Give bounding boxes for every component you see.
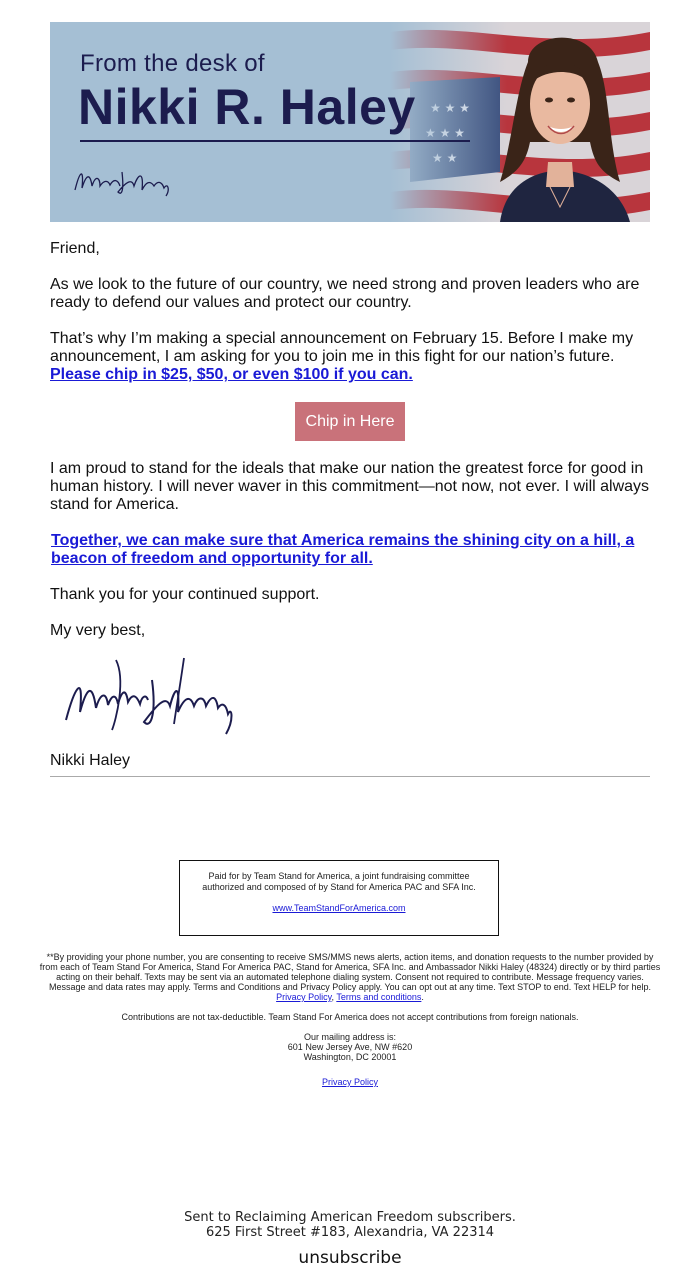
- banner-underline: [80, 140, 470, 142]
- mailing-label: Our mailing address is:: [303, 1032, 397, 1042]
- sent-line-1: Sent to Reclaiming American Freedom subscribers.: [184, 1210, 516, 1225]
- disclaimer-end: .: [421, 992, 424, 1002]
- terms-and-conditions-link[interactable]: Terms and conditions: [336, 992, 422, 1002]
- paragraph-1: As we look to the future of our country, we need strong and proven leaders who are ready to defend our values and protect our country.: [50, 276, 640, 311]
- handwritten-signature: [56, 650, 246, 740]
- closing: My very best,: [50, 622, 146, 639]
- chip-in-amounts-link[interactable]: Please chip in $25, $50, or even $100 if you can.: [50, 366, 413, 383]
- sent-to-notice: [50, 1210, 650, 1240]
- disclaimer-separator: ,: [331, 992, 334, 1002]
- team-stand-for-america-link[interactable]: www.TeamStandForAmerica.com: [272, 903, 406, 913]
- unsubscribe-link[interactable]: unsubscribe: [298, 1248, 402, 1268]
- paid-for-box: [179, 860, 499, 936]
- mailing-line-1: 601 New Jersey Ave, NW #620: [287, 1042, 413, 1052]
- paragraph-3: I am proud to stand for the ideals that make our nation the greatest force for good in human history. I will never waver in this commitment—not now, not ever. I will always stand for America.: [50, 460, 650, 513]
- email-content: [39, 22, 661, 1268]
- paragraph-2: [50, 330, 650, 384]
- banner-signature: [70, 160, 180, 200]
- greeting: Friend,: [50, 240, 100, 257]
- paragraph-4: [51, 532, 651, 568]
- paid-for-text: Paid for by Team Stand for America, a joint fundraising committee authorized and composed of by Stand for America PAC and SFA Inc.: [202, 871, 476, 892]
- header-banner: [50, 22, 650, 222]
- portrait-photo: [470, 22, 650, 222]
- mailing-address: [50, 1032, 650, 1062]
- paragraph-5: Thank you for your continued support.: [50, 586, 320, 603]
- chip-in-button[interactable]: Chip in Here: [295, 402, 405, 441]
- banner-name: Nikki R. Haley: [78, 79, 416, 135]
- privacy-policy-link[interactable]: Privacy Policy: [321, 1077, 378, 1087]
- sent-line-2: 625 First Street #183, Alexandria, VA 22314: [205, 1225, 495, 1240]
- paragraph-2-text: That’s why I’m making a special announcement on February 15. Before I make my announcement, I am asking for you to join me in this fight for our nation’s future.: [50, 330, 634, 365]
- disclaimer-privacy-policy-link[interactable]: Privacy Policy: [276, 992, 332, 1002]
- contributions-notice: Contributions are not tax-deductible. Team Stand For America does not accept contributions from foreign nationals.: [121, 1012, 579, 1022]
- sms-disclaimer: [38, 952, 662, 1002]
- mailing-line-2: Washington, DC 20001: [303, 1052, 397, 1062]
- divider: [50, 776, 650, 777]
- signer-name: Nikki Haley: [50, 752, 131, 769]
- sms-disclaimer-text: **By providing your phone number, you are consenting to receive SMS/MMS news alerts, action items, and donation requests to the number provided by from each of Team Stand For America, Stand For America PAC, Stand for America, SFA Inc. and Ambassador Nikki Haley (48324) directly or by third parties acting on their behalf. Texts may be sent via an automated telephone dialing system. Consent not required to contribute. Message frequency varies. Message and data rates may apply. Terms and Conditions and Privacy Policy apply. You can opt out at any time. Text STOP to end. Text HELP for help.: [39, 952, 661, 992]
- banner-lead-text: From the desk of: [80, 50, 265, 77]
- shining-city-link[interactable]: Together, we can make sure that America remains the shining city on a hill, a beacon of freedom and opportunity for all.: [51, 532, 635, 567]
